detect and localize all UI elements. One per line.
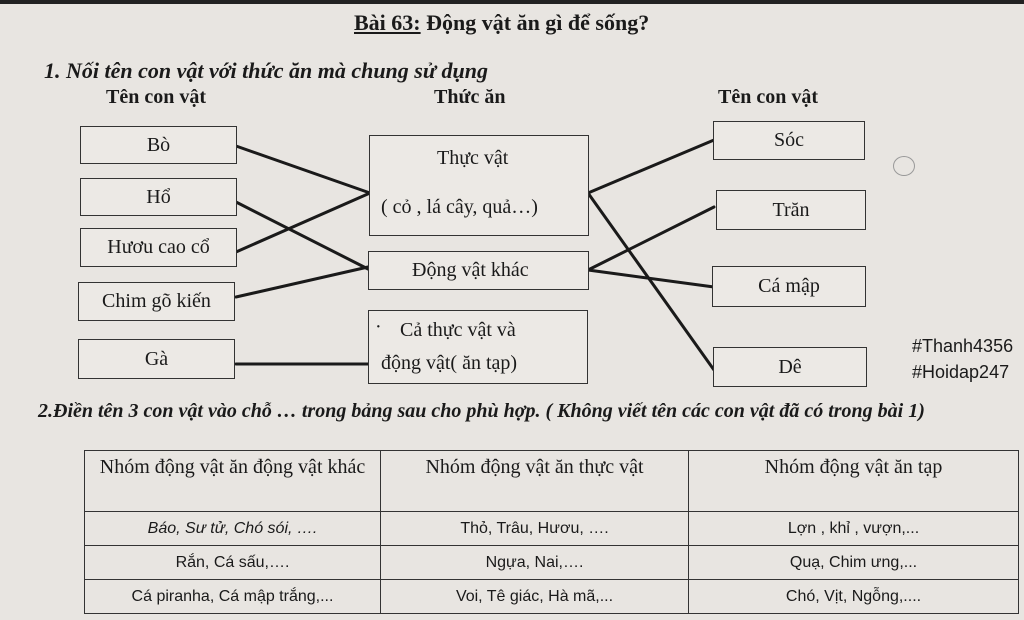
line-bo-plant bbox=[236, 146, 370, 193]
left-animal-huou-cao-co: Hươu cao cổ bbox=[80, 228, 237, 267]
left-animal-ga: Gà bbox=[78, 339, 235, 379]
left-animal-ho: Hổ bbox=[80, 178, 237, 216]
left-animal-bo: Bò bbox=[80, 126, 237, 164]
food-animal-box bbox=[368, 251, 589, 290]
animal-groups-table bbox=[84, 450, 1019, 614]
table-cell: Báo, Sư tử, Chó sói, …. bbox=[85, 512, 381, 546]
food-omnivore-line2: động vật( ăn tạp) bbox=[381, 352, 518, 374]
line-huou-plant bbox=[236, 193, 370, 252]
table-header-row bbox=[85, 451, 1019, 512]
line-soc-plant bbox=[588, 140, 714, 193]
line-tran-animal bbox=[588, 207, 714, 270]
table-cell: Rắn, Cá sấu,…. bbox=[85, 546, 381, 580]
food-omnivore-line1: Cả thực vật và bbox=[400, 319, 516, 341]
table-cell: Cá piranha, Cá mập trắng,... bbox=[85, 580, 381, 614]
table-row bbox=[85, 512, 1019, 546]
right-column-header: Tên con vật bbox=[718, 86, 818, 108]
lesson-title: Động vật ăn gì để sống? bbox=[420, 10, 650, 35]
header-omnivore: Nhóm động vật ăn tạp bbox=[689, 451, 1019, 512]
food-plant-box bbox=[369, 135, 589, 236]
left-animal-chim-go-kien: Chim gõ kiến bbox=[78, 282, 235, 321]
line-de-plant bbox=[588, 193, 714, 370]
hashtag-site: #Hoidap247 bbox=[912, 362, 1010, 382]
table-cell: Voi, Tê giác, Hà mã,... bbox=[381, 580, 689, 614]
line-ho-animal bbox=[236, 202, 368, 269]
food-column-header: Thức ăn bbox=[434, 86, 506, 108]
table-cell: Quạ, Chim ưng,... bbox=[689, 546, 1019, 580]
table-cell: Lợn , khỉ , vượn,... bbox=[689, 512, 1019, 546]
table-cell: Thỏ, Trâu, Hươu, …. bbox=[381, 512, 689, 546]
hashtag-author: #Thanh4356 bbox=[912, 336, 1014, 356]
right-animal-ca-map: Cá mập bbox=[712, 266, 866, 307]
pencil-circle-mark bbox=[893, 156, 915, 176]
header-herbivore: Nhóm động vật ăn thực vật bbox=[381, 451, 689, 512]
line-chim-animal bbox=[236, 267, 368, 297]
food-plant-examples: ( cỏ , lá cây, quả…) bbox=[381, 196, 538, 218]
lesson-number: Bài 63: bbox=[354, 10, 421, 35]
food-omnivore-box bbox=[368, 310, 588, 384]
header-carnivore: Nhóm động vật ăn động vật khác bbox=[85, 451, 381, 512]
table-row bbox=[85, 580, 1019, 614]
table-cell: Ngựa, Nai,…. bbox=[381, 546, 689, 580]
food-animal-label: Động vật khác bbox=[412, 259, 529, 281]
left-column-header: Tên con vật bbox=[106, 86, 206, 108]
table-row bbox=[85, 546, 1019, 580]
table-cell: Chó, Vịt, Ngỗng,.... bbox=[689, 580, 1019, 614]
right-animal-tran: Trăn bbox=[716, 190, 866, 230]
question-2-prompt: 2.Điền tên 3 con vật vào chỗ … trong bảng sau cho phù hợp. ( Không viết tên các con vật đã có trong bài 1) bbox=[38, 400, 925, 422]
right-animal-soc: Sóc bbox=[713, 121, 865, 160]
omnivore-bullet: · bbox=[375, 316, 382, 338]
line-camap-animal bbox=[588, 270, 714, 287]
question-1-prompt: 1. Nối tên con vật với thức ăn mà chung sử dụng bbox=[44, 58, 488, 83]
food-plant-label: Thực vật bbox=[437, 147, 509, 169]
right-animal-de: Dê bbox=[713, 347, 867, 387]
